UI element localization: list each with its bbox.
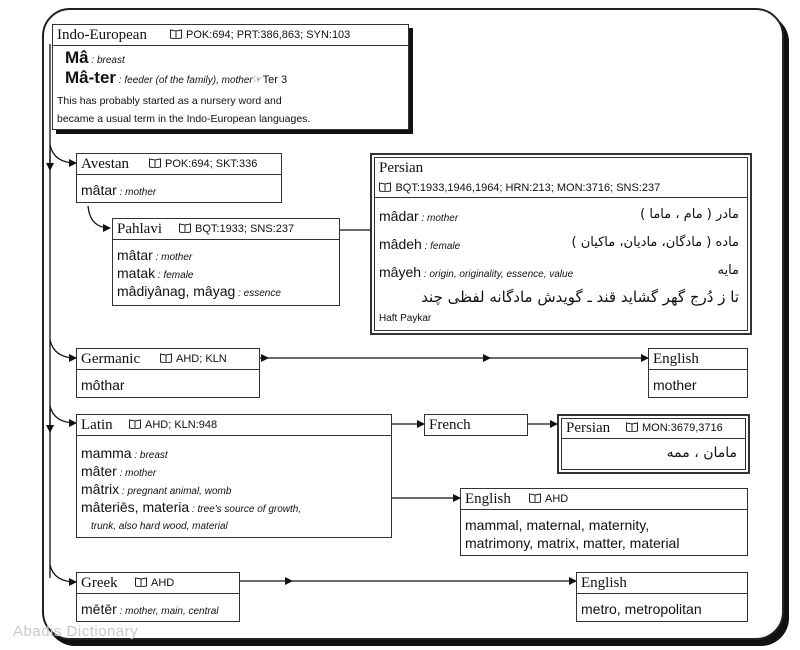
persian-lang: Persian [379,160,424,176]
french-lang: French [429,417,471,433]
greek-lang: Greek [81,575,118,591]
branch-germanic [50,340,76,358]
branch-latin [50,406,76,423]
list-item: matak : female [117,265,194,281]
root-box: Indo-European POK:694; PRT:386,863; SYN:103 Mâ : breast Mâ-ter : feeder (of the family), mother☞Ter 3 This has probably started as a nursery word and became a usual term in the Indo-European languages. [52,24,409,130]
root-word-1: Mâ [65,48,89,67]
avestan-box: Avestan POK:694; SKT:336 mâtar : mother [76,153,282,203]
germanic-refs: AHD; KLN [176,353,227,365]
book-icon [135,577,147,587]
avestan-refs: POK:694; SKT:336 [165,158,258,170]
persian2-lang: Persian [566,420,611,436]
germanic-lang: Germanic [81,351,141,367]
greek-box: Greek AHD mētēr : mother, main, central [76,572,240,622]
list-item: mâtrix : pregnant animal, womb [81,481,232,497]
book-icon [179,223,191,233]
branch-pahlavi [88,206,110,228]
book-icon [379,182,391,192]
germanic-word: môthar [81,377,125,393]
avestan-word: mâtar [81,182,117,198]
root-gloss-2: feeder (of the family), mother [124,75,253,86]
latin-refs: AHD; KLN:948 [145,419,218,431]
list-item: mâteriēs, materia : tree's source of growth, [81,499,302,515]
book-icon [149,158,161,168]
persian-box [370,153,752,335]
book-icon [129,419,141,429]
branch-avestan [50,145,76,163]
list-item: mâdar : mother [379,208,459,224]
persian-verse: تا ز دُرج گهر گشاید قند ـ گویدش مادگانه لفظی چند [421,288,739,306]
root-word-2: Mâ-ter [65,68,117,87]
persian2-box [557,414,750,474]
list-item: mâtar : mother [117,247,193,263]
greek-gloss: mother, main, central [125,606,219,617]
root-desc-2: became a usual term in the Indo-European languages. [57,113,311,125]
germanic-box [76,348,260,398]
root-note-2: Ter 3 [262,74,288,86]
greek-refs: AHD [151,577,175,589]
persian-fa-2: ماده ( مادگان، مادیان، ماکیان ) [571,235,739,250]
english1-box [648,348,748,398]
avestan-lang: Avestan [81,156,130,172]
book-icon [529,493,541,503]
list-item: mâyeh : origin, originality, essence, value [379,264,574,280]
book-icon [160,353,172,363]
list-item: mamma : breast [81,445,168,461]
persian2-refs: MON:3679,3716 [642,422,723,434]
english2-lang: English [465,491,511,507]
english3-lang: English [581,575,627,591]
persian-source: Haft Paykar [379,313,432,324]
root-header [53,25,408,46]
root-gloss-1: breast [96,55,125,66]
persian-fa-3: مایه [717,263,739,278]
latin-lang: Latin [81,417,113,433]
pointing-hand-icon: ☞ [252,74,263,86]
root-desc-1: This has probably started as a nursery word and [57,95,282,107]
french-box [424,414,528,436]
watermark-bottom: Abadis Dictionary [13,623,139,640]
persian2-fa: مامان ، ممه [666,445,737,461]
english1-lang: English [653,351,699,367]
root-lang: Indo-European [57,27,147,43]
pahlavi-lang: Pahlavi [117,221,162,237]
list-item: mâdeh : female [379,236,461,252]
greek-word: mētēr [81,601,117,617]
pahlavi-refs: BQT:1933; SNS:237 [195,223,295,235]
avestan-gloss: mother [125,187,157,198]
persian-refs: BQT:1933,1946,1964; HRN:213; MON:3716; SNS:237 [395,182,661,194]
english3-word: metro, metropolitan [581,601,702,617]
latin-gloss-cont: trunk, also hard wood, material [91,521,228,532]
english2-line2: matrimony, matrix, matter, material [465,535,680,551]
english2-box [460,488,748,556]
english3-box [576,572,748,622]
latin-box [76,414,392,538]
english1-word: mother [653,377,697,393]
branch-greek [50,565,76,582]
list-item: mâter : mother [81,463,157,479]
pahlavi-box [112,218,340,306]
book-icon [626,422,638,432]
list-item: mâdiyânag, mâyag : essence [117,283,281,299]
english2-line1: mammal, maternal, maternity, [465,517,650,533]
book-icon [170,29,182,39]
persian-fa-1: مادر ( مام ، ماما ) [640,207,739,222]
root-refs: POK:694; PRT:386,863; SYN:103 [186,29,351,41]
english2-refs: AHD [545,493,569,505]
